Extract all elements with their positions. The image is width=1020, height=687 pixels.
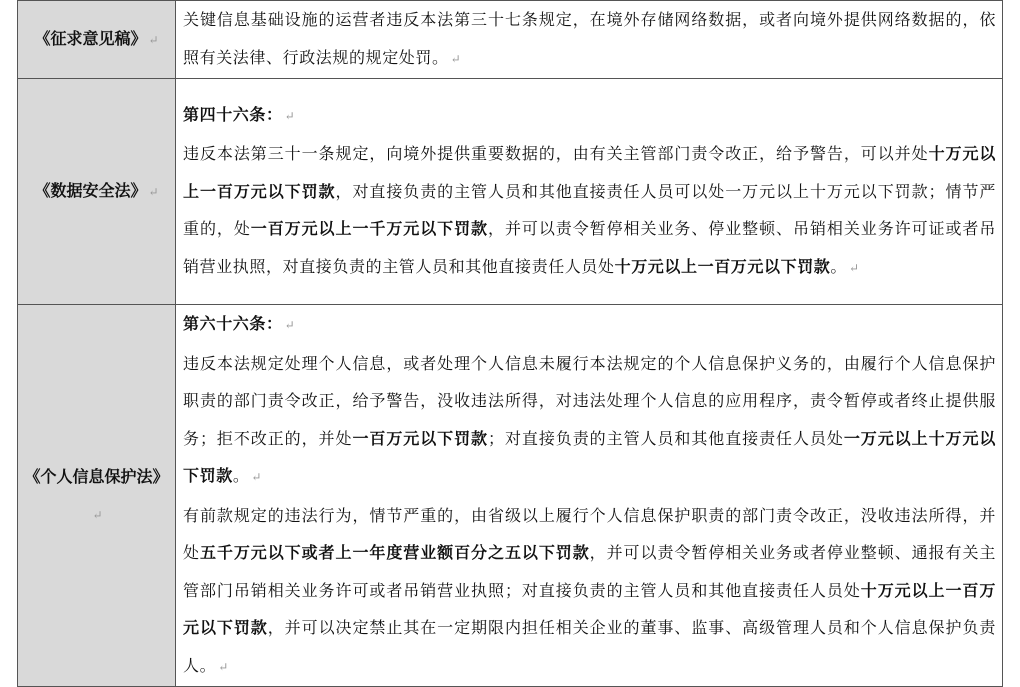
pilcrow-mark: ↵ xyxy=(148,185,159,199)
penalty-amount: 十万元以上一百万元以下罚款 xyxy=(183,144,996,201)
provision-cell xyxy=(176,1,1003,79)
article-title: 第四十六条： xyxy=(183,104,283,124)
provision-cell xyxy=(176,79,1003,305)
provision-text: 关键信息基础设施的运营者违反本法第三十七条规定，在境外存储网络数据，或者向境外提供网络数据的，依照有关法律、行政法规的规定处罚。 xyxy=(183,10,996,67)
article-title-line xyxy=(183,96,996,136)
provision-text: 违反本法第三十一条规定，向境外提供重要数据的，由有关主管部门责令改正，给予警告，可以并处 xyxy=(183,144,929,164)
table-continuation xyxy=(17,678,1003,683)
penalty-amount: 一百万元以下罚款 xyxy=(352,428,489,448)
law-name-cell xyxy=(18,1,176,79)
provision-text: ，并可以决定禁止其在一定期限内担任相关企业的董事、监事、高级管理人员和个人信息保护负责人。 xyxy=(183,618,996,675)
law-comparison-table xyxy=(17,0,1003,687)
law-name: 《征求意见稿》 xyxy=(34,29,147,48)
penalty-amount: 一百万元以上一千万元以下罚款 xyxy=(250,219,488,239)
pilcrow-mark: ↵ xyxy=(284,108,296,123)
provision-text: ；对直接负责的主管人员和其他直接责任人员处 xyxy=(488,428,844,448)
table-row xyxy=(18,79,1003,305)
pilcrow-mark: ↵ xyxy=(148,33,159,47)
penalty-amount: 一万元以上十万元以下罚款 xyxy=(183,428,996,485)
pilcrow-mark: ↵ xyxy=(92,507,103,522)
penalty-amount: 五千万元以下或者上一年度营业额百分之五以下罚款 xyxy=(199,543,590,562)
provision-paragraph xyxy=(183,497,996,687)
provision-text: 有前款规定的违法行为，情节严重的，由省级以上履行个人信息保护职责的部门责令改正，没收违法所得，并处 xyxy=(183,505,996,562)
provision-text: ，对直接负责的主管人员和其他直接责任人员可以处一万元以上十万元以下罚款；情节严重的，处 xyxy=(183,181,996,239)
article-title-line xyxy=(183,305,996,345)
article-title: 第六十六条： xyxy=(183,314,283,333)
pilcrow-mark: ↵ xyxy=(218,659,229,674)
pilcrow-mark: ↵ xyxy=(251,470,263,484)
penalty-amount: 十万元以上一百万元以下罚款 xyxy=(614,256,831,276)
provision-text: 。 xyxy=(232,466,250,485)
provision-paragraph xyxy=(183,345,996,497)
provision-paragraph xyxy=(183,135,996,287)
pilcrow-mark: ↵ xyxy=(849,260,860,275)
law-name: 《数据安全法》 xyxy=(34,181,147,200)
provision-text: ，并可以责令暂停相关业务或者停业整顿、通报有关主管部门吊销相关业务许可或者吊销营业执照；对直接负责的主管人员和其他直接责任人员处 xyxy=(183,543,996,600)
pilcrow-mark: ↵ xyxy=(284,318,296,332)
provision-text: ，并可以责令暂停相关业务、停业整顿、吊销相关业务许可证或者吊销营业执照，对直接负责的主管人员和其他直接责任人员处 xyxy=(183,219,996,276)
penalty-amount: 十万元以上一百万元以下罚款 xyxy=(183,580,996,637)
table-row xyxy=(18,1,1003,79)
law-name-cell xyxy=(18,305,176,687)
law-name: 《个人信息保护法》 xyxy=(24,466,169,486)
pilcrow-mark: ↵ xyxy=(450,51,462,66)
law-name-cell xyxy=(18,79,176,305)
table-row xyxy=(18,305,1003,687)
provision-text: 。 xyxy=(830,256,848,276)
provision-cell xyxy=(176,305,1003,687)
provision-text: 违反本法规定处理个人信息，或者处理个人信息未履行本法规定的个人信息保护义务的，由履行个人信息保护职责的部门责令改正，给予警告，没收违法所得，对违法处理个人信息的应用程序，责令暂停或者终止提供服务；拒不改正的，并处 xyxy=(183,353,996,448)
provision-paragraph xyxy=(183,1,996,78)
